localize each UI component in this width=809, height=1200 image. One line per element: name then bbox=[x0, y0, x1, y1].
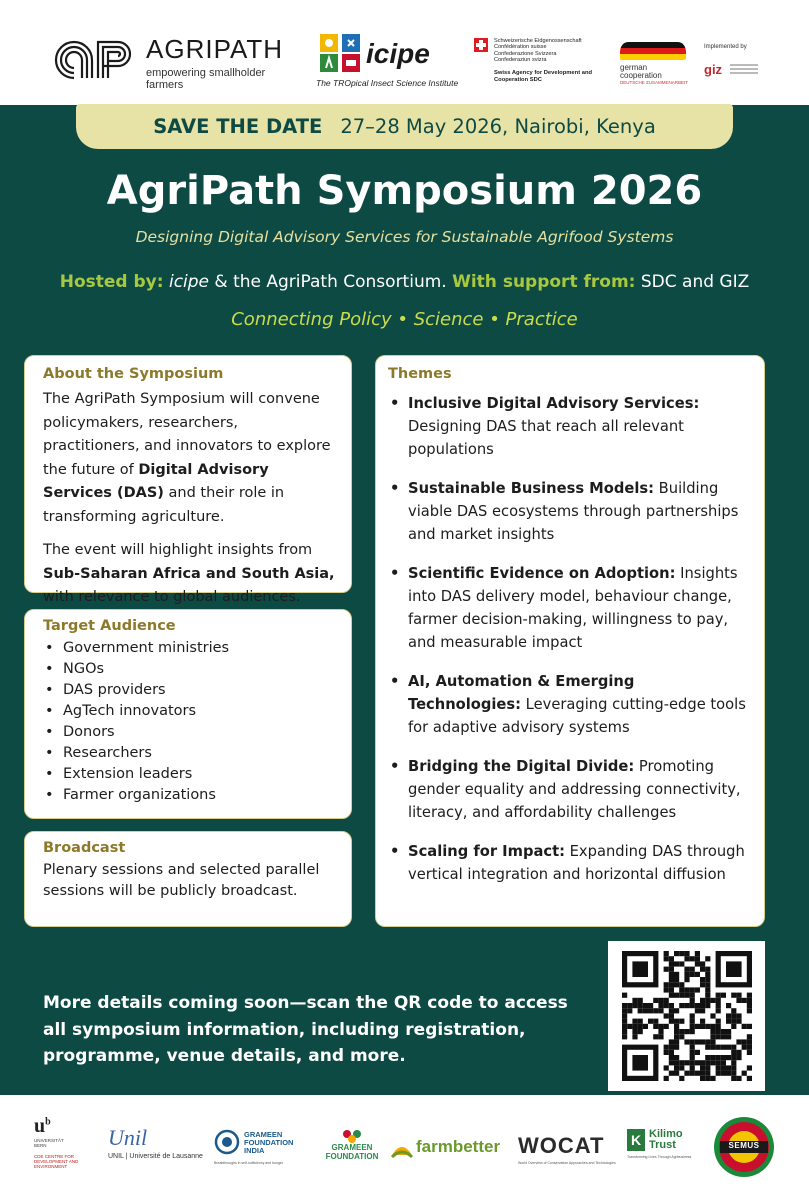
grameen-emblem-icon bbox=[342, 1129, 362, 1143]
semus-logo bbox=[712, 1115, 776, 1179]
broadcast-heading: Broadcast bbox=[43, 840, 126, 856]
about-text: The event will highlight insights from bbox=[43, 542, 313, 558]
about-heading: About the Symposium bbox=[43, 366, 224, 382]
swiss-line: Confederaziun svizra bbox=[494, 57, 547, 64]
theme-text: Insights into DAS delivery model, behaviour change, farmer decision-making, willingness to pay, and measurable impact bbox=[408, 565, 738, 651]
theme-item bbox=[388, 562, 750, 654]
giz-wordmark: giz bbox=[704, 62, 723, 77]
german-line2: cooperation bbox=[620, 71, 662, 80]
giz-decoration bbox=[730, 64, 758, 76]
themes-list bbox=[388, 392, 750, 886]
grameen-foundation-logo bbox=[322, 1129, 382, 1161]
icipe-wordmark: icipe bbox=[366, 38, 430, 69]
audience-item: • Researchers bbox=[43, 743, 337, 764]
theme-title: Sustainable Business Models: bbox=[408, 480, 655, 497]
about-paragraph-1 bbox=[43, 388, 337, 529]
theme-item bbox=[388, 670, 750, 739]
agripath-mark-icon bbox=[52, 38, 138, 82]
giz-implemented-label: Implemented by bbox=[704, 44, 747, 50]
bern-mark bbox=[34, 1115, 98, 1138]
theme-item bbox=[388, 392, 750, 461]
theme-title: Inclusive Digital Advisory Services: bbox=[408, 395, 700, 412]
grameen-india-name: GRAMEEN FOUNDATION INDIA bbox=[244, 1130, 294, 1155]
bern-sup: b bbox=[45, 1116, 51, 1128]
qr-code-icon[interactable] bbox=[608, 941, 765, 1091]
more-details-text: More details coming soon—scan the QR code to access all symposium information, including registration, programme, venue details, and more. bbox=[43, 993, 568, 1066]
about-paragraph-2 bbox=[43, 539, 337, 610]
unil-name: UNIL | Université de Lausanne bbox=[108, 1153, 203, 1160]
about-text: and their role in transforming agriculture. bbox=[43, 485, 285, 525]
grameen-name: GRAMEEN FOUNDATION bbox=[325, 1143, 379, 1161]
theme-text: Building viable DAS ecosystems through partnerships and market insights bbox=[408, 480, 739, 543]
bern-letter: u bbox=[34, 1115, 46, 1137]
about-emphasis: Sub-Saharan Africa and South Asia, bbox=[43, 565, 335, 582]
theme-title: Scaling for Impact: bbox=[408, 843, 565, 860]
icipe-emblem-icon bbox=[318, 32, 364, 76]
german-line1: german bbox=[620, 63, 648, 72]
audience-list bbox=[43, 638, 337, 806]
about-text: with relevance to global audiences. bbox=[43, 589, 301, 605]
swiss-flag-icon bbox=[474, 38, 488, 52]
host-org: icipe bbox=[168, 272, 210, 292]
swiss-confederation-names bbox=[494, 38, 582, 64]
cde-name: CDE CENTRE FOR DEVELOPMENT AND ENVIRONMENT bbox=[34, 1154, 79, 1169]
unil-mark: Unil bbox=[108, 1125, 148, 1150]
grameen-india-emblem-icon bbox=[214, 1129, 240, 1155]
theme-title: Bridging the Digital Divide: bbox=[408, 758, 635, 775]
qr-code[interactable] bbox=[608, 941, 765, 1091]
german-sub: DEUTSCHE ZUSAMMENARBEIT bbox=[620, 80, 689, 85]
theme-text: Expanding DAS through vertical integration and horizontal diffusion bbox=[408, 843, 745, 883]
save-the-date-label: SAVE THE DATE bbox=[153, 115, 323, 138]
hosted-by-line bbox=[0, 272, 809, 292]
about-text: The AgriPath Symposium will convene policymakers, researchers, practitioners, and innovators to explore the future of bbox=[43, 391, 331, 478]
agripath-logo bbox=[52, 34, 292, 91]
swiss-line: Schweizerische Eidgenossenschaft bbox=[494, 38, 582, 44]
target-audience-card bbox=[24, 609, 352, 819]
audience-item: • AgTech innovators bbox=[43, 701, 337, 722]
wocat-logo bbox=[518, 1133, 614, 1165]
bern-name: UNIVERSITÄT BERN bbox=[34, 1138, 64, 1148]
semus-name: SEMUS bbox=[728, 1141, 760, 1150]
audience-heading: Target Audience bbox=[43, 618, 176, 634]
broadcast-card bbox=[24, 831, 352, 927]
audience-item: • Donors bbox=[43, 722, 337, 743]
wocat-sub: World Overview of Conservation Approaches and Technologies bbox=[518, 1161, 616, 1165]
themes-card bbox=[375, 355, 765, 927]
broadcast-text: Plenary sessions and selected parallel sessions will be publicly broadcast. bbox=[43, 862, 320, 899]
hosted-by-label: Hosted by: bbox=[59, 272, 164, 292]
partner-logo-header bbox=[0, 0, 809, 105]
save-the-date-banner bbox=[76, 104, 733, 149]
kilimo-mark-icon: K bbox=[627, 1129, 645, 1151]
event-date: 27–28 May 2026, Nairobi, Kenya bbox=[340, 115, 656, 138]
about-emphasis: Digital Advisory Services (DAS) bbox=[43, 461, 269, 501]
theme-text: Promoting gender equality and addressing connectivity, literacy, and affordability challenges bbox=[408, 758, 741, 821]
support-label: With support from: bbox=[452, 272, 636, 292]
page-subtitle: Designing Digital Advisory Services for Sustainable Agrifood Systems bbox=[135, 228, 674, 246]
icipe-tagline: The TROpical Insect Science Institute bbox=[316, 78, 459, 88]
theme-item bbox=[388, 755, 750, 824]
theme-text: Leveraging cutting-edge tools for adaptive advisory systems bbox=[408, 696, 746, 736]
audience-item: • DAS providers bbox=[43, 680, 337, 701]
farmbetter-name: farmbetter bbox=[416, 1137, 501, 1156]
icipe-logo bbox=[316, 32, 459, 92]
swiss-agency-name: Swiss Agency for Development and Cooperation SDC bbox=[494, 70, 593, 83]
themes-heading: Themes bbox=[388, 366, 452, 382]
support-orgs: SDC and GIZ bbox=[635, 272, 750, 292]
tagline: Connecting Policy • Science • Practice bbox=[231, 309, 578, 330]
audience-item: • NGOs bbox=[43, 659, 337, 680]
partner-logo-footer bbox=[0, 1095, 809, 1200]
unil-logo bbox=[108, 1125, 206, 1160]
giz-logo bbox=[704, 44, 774, 84]
german-cooperation-logo bbox=[620, 42, 690, 92]
farmbetter-emblem-icon bbox=[390, 1137, 414, 1159]
about-card bbox=[24, 355, 352, 605]
swiss-line: Confédération suisse bbox=[494, 44, 547, 51]
audience-item: • Extension leaders bbox=[43, 764, 337, 785]
swiss-line: Confederazione Svizzera bbox=[494, 50, 557, 57]
agripath-tagline: empowering smallholder farmers bbox=[146, 67, 266, 91]
theme-text: Designing DAS that reach all relevant populations bbox=[408, 418, 684, 458]
audience-item: • Government ministries bbox=[43, 638, 337, 659]
theme-item bbox=[388, 840, 750, 886]
swiss-sdc-logo bbox=[474, 38, 609, 88]
theme-title: Scientific Evidence on Adoption: bbox=[408, 565, 676, 582]
university-of-bern-logo bbox=[34, 1115, 98, 1169]
theme-title: AI, Automation & Emerging Technologies: bbox=[408, 673, 635, 713]
kilimo-name: Kilimo Trust bbox=[649, 1128, 683, 1151]
page-title: AgriPath Symposium 2026 bbox=[106, 168, 703, 214]
host-rest: & the AgriPath Consortium. bbox=[209, 272, 453, 292]
agripath-wordmark: AGRIPATH bbox=[146, 34, 284, 64]
kilimo-sub: Transforming Lives Through Agribusiness bbox=[627, 1155, 692, 1159]
german-flag-icon bbox=[620, 42, 686, 60]
audience-item: • Farmer organizations bbox=[43, 785, 337, 806]
grameen-india-sub: Breakthroughs in self-sufficiency and hunger bbox=[214, 1161, 284, 1165]
theme-item bbox=[388, 477, 750, 546]
wocat-name: WOCAT bbox=[518, 1133, 605, 1158]
